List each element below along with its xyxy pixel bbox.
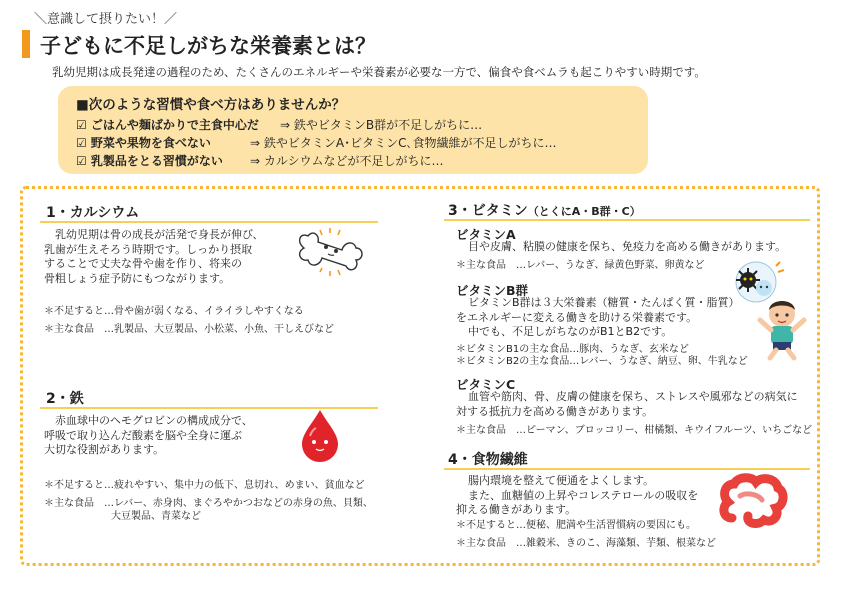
vitamin-c-body-line: 血管や筋肉、骨、皮膚の健康を保ち、ストレスや風邪などの病気に	[468, 390, 798, 403]
iron-body-line: 呼吸で取り込んだ酸素を脳や全身に運ぶ	[44, 428, 242, 442]
vitamin-a-heading: ビタミンA	[456, 227, 516, 242]
iron-foods-line: 大豆製品、青菜など	[111, 511, 201, 522]
fiber-body-line: 腸内環境を整えて便通をよくします。	[468, 474, 655, 487]
vitamin-a-foods: ＊主な食品 …レバー、うなぎ、緑黄色野菜、卵黄など	[456, 260, 705, 271]
fiber-body-line: 抑える働きがあります。	[456, 503, 577, 516]
vitamin-c-body	[456, 390, 798, 419]
iron-foods-line: ＊主な食品 …レバー、赤身肉、まぐろやかつおなどの赤身の魚、貝類、	[44, 498, 373, 509]
iron-body-line: 大切な役割があります。	[44, 443, 165, 456]
vitamin-a-body: 目や皮膚、粘膜の健康を保ち、免疫力を高める働きがあります。	[468, 240, 787, 253]
intro-text: 乳幼児期は成長発達の過程のため、たくさんのエネルギーや栄養素が必要な一方で、偏食や食べムラも起こりやすい時期です。	[52, 65, 706, 79]
calcium-foods: ＊主な食品 …乳製品、大豆製品、小松菜、小魚、干しえびなど	[44, 324, 334, 335]
intestine-icon	[718, 472, 788, 528]
habit-item	[76, 116, 482, 133]
calcium-body-line: 乳歯が生えそろう時期です。しっかり摂取	[44, 242, 253, 256]
vitamin-title	[448, 200, 641, 220]
iron-lack: ＊不足すると…疲れやすい、集中力の低下、息切れ、めまい、貧血など	[44, 480, 365, 491]
calcium-body-line: することで丈夫な骨や歯を作り、将来の	[44, 257, 242, 270]
habit-item	[76, 134, 556, 151]
vitamin-c-heading: ビタミンC	[456, 377, 516, 392]
calcium-title: 1・カルシウム	[46, 205, 140, 221]
vitamin-c-body-line: 対する抵抗力を高める働きがあります。	[456, 404, 654, 418]
iron-title: 2・鉄	[46, 391, 84, 407]
title-accent-bar	[22, 30, 30, 58]
page-title: 子どもに不足しがちな栄養素とは？	[40, 34, 376, 58]
habits-heading: ■次のような習慣や食べ方はありませんか？	[76, 97, 346, 113]
vitamin-c-foods: ＊主な食品 …ピーマン、ブロッコリー、柑橘類、キウイフルーツ、いちごなど	[456, 425, 813, 436]
calcium-underline	[40, 221, 378, 223]
bone-character-icon	[290, 228, 370, 282]
vitamin-b1-foods: ＊ビタミンB1の主な食品…豚肉、うなぎ、玄米など	[456, 344, 689, 355]
iron-body-line: 赤血球中のヘモグロビンの構成成分で、	[55, 414, 253, 427]
iron-body	[44, 414, 253, 458]
habit-label: ☑ 乳製品をとる習慣がない	[76, 154, 223, 168]
vitamin-b2-foods: ＊ビタミンB2の主な食品…レバー、うなぎ、納豆、卵、牛乳など	[456, 356, 748, 367]
vitamin-b-body-line: ビタミンB群は３大栄養素（糖質・たんぱく質・脂質）	[468, 296, 740, 309]
calcium-body-line: 乳幼児期は骨の成長が活発で身長が伸び、	[55, 228, 264, 241]
vitamin-title-text: 3・ビタミン	[448, 203, 528, 219]
vitamin-b-body-line: 中でも、不足しがちなのがB1とB2です。	[468, 325, 673, 338]
habit-result: ⇒ 鉄やビタミンA･ビタミンC､食物繊維が不足しがちに…	[250, 136, 557, 150]
habit-label: ☑ 野菜や果物を食べない	[76, 136, 211, 150]
calcium-body	[44, 228, 264, 286]
vitamin-b-body-line: をエネルギーに変える働きを助ける栄養素です。	[456, 310, 698, 324]
tagline: ＼意識して摂りたい！／	[34, 12, 178, 27]
fiber-body	[456, 474, 698, 518]
vitamin-underline	[444, 219, 810, 221]
vitamin-b-body	[456, 296, 740, 340]
fiber-body-line: また、血糖値の上昇やコレステロールの吸収を	[468, 488, 699, 502]
habit-label: ☑ ごはんや麺ばかりで主食中心だ	[76, 118, 259, 132]
iron-foods	[44, 497, 373, 523]
vitamin-b-heading: ビタミンB群	[456, 283, 529, 298]
vitamin-subtitle: （とくにA・B群・C）	[527, 205, 641, 218]
fiber-foods: ＊主な食品 …雑穀米、きのこ、海藻類、芋類、根菜など	[456, 538, 716, 549]
habit-item	[76, 152, 443, 169]
blood-drop-icon	[296, 408, 344, 464]
fiber-underline	[444, 468, 810, 470]
calcium-lack: ＊不足すると…骨や歯が弱くなる、イライラしやすくなる	[44, 306, 304, 317]
habit-result: ⇒ 鉄やビタミンB群が不足しがちに…	[280, 118, 483, 132]
habit-result: ⇒ カルシウムなどが不足しがちに…	[250, 154, 444, 168]
fiber-lack: ＊不足すると…便秘、肥満や生活習慣病の要因にも。	[456, 520, 696, 531]
child-vs-germ-icon	[726, 258, 818, 362]
fiber-title: 4・食物繊維	[448, 452, 528, 468]
calcium-body-line: 骨粗しょう症予防にもつながります。	[44, 271, 231, 285]
